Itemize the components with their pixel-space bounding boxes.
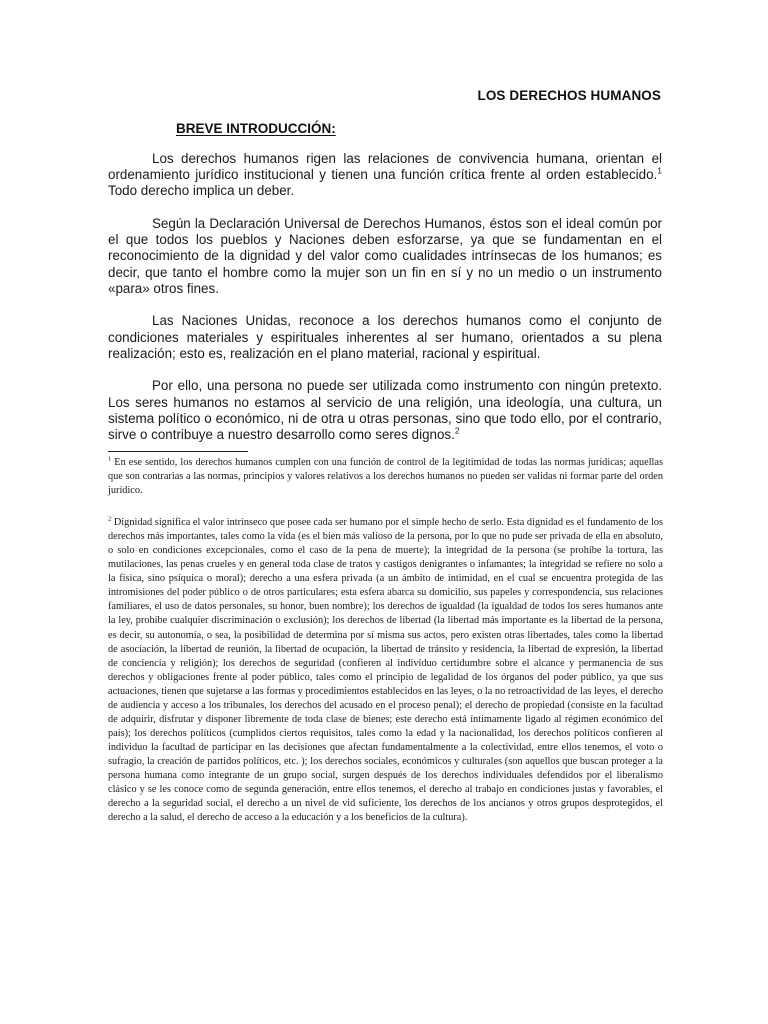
document-body: [108, 151, 662, 443]
footnote-number: 2: [108, 515, 112, 523]
body-paragraph: [108, 151, 662, 200]
footnote-separator: [108, 451, 248, 452]
footnotes: [108, 456, 663, 825]
paragraph-text: Los derechos humanos rigen las relaciones de convivencia humana, orientan el ordenamiento jurídico institucional y tienen una función crítica frente al orden establecido.: [108, 151, 662, 183]
footnote-number: 1: [108, 455, 112, 463]
paragraph-text: Por ello, una persona no puede ser utilizada como instrumento con ningún pretexto. Los seres humanos no estamos al servicio de una religión, una ideología, una cultura, un sistema político o económico, ni de otra u otras personas, sino que todo ello, por el contrario, sirve o contribuye a nuestro desarrollo como seres dignos.: [108, 378, 662, 443]
body-paragraph: [108, 216, 662, 297]
footnote: [108, 456, 663, 498]
paragraph-text: Según la Declaración Universal de Derechos Humanos, éstos son el ideal común por el que todos los pueblos y Naciones deben esforzarse, ya que se fundamentan en el reconocimiento de la dignidad y del valor como cualidades intrínsecas de los humanos; es decir, que tanto el hombre como la mujer son un fin en sí y no un medio o un instrumento «para» otros fines.: [108, 216, 662, 296]
body-paragraph: [108, 378, 662, 443]
paragraph-text: Todo derecho implica un deber.: [108, 183, 295, 199]
body-paragraph: [108, 313, 662, 362]
footnote-reference[interactable]: 2: [454, 425, 460, 436]
section-heading: BREVE INTRODUCCIÓN:: [176, 121, 336, 136]
footnote: [108, 516, 663, 825]
paragraph-text: Las Naciones Unidas, reconoce a los derechos humanos como el conjunto de condiciones materiales y espirituales inherentes al ser humano, orientados a su plena realización; esto es, realización en el plano material, racional y espiritual.: [108, 313, 662, 361]
footnote-text: En ese sentido, los derechos humanos cumplen con una función de control de la legitimidad de todas las normas jurídicas; aquellas que son contrarias a las normas, principios y valores relativos a los derechos humanos no pueden ser validas ni formar parte del orden jurídico.: [108, 457, 663, 497]
footnote-reference[interactable]: 1: [657, 165, 662, 176]
document-title: LOS DERECHOS HUMANOS: [477, 88, 661, 103]
footnote-text: Dignidad significa el valor intrínseco que posee cada ser humano por el simple hecho de serlo. Esta dignidad es el fundamento de los derechos más importantes, tales como la vida (es el bien más valioso de la persona, por lo que no pude ser privada de ella en absoluto, o solo en condiciones excepcionales, como el caso de la pena de muerte); la integridad de la persona (se prohíbe la tortura, las mutilaciones, las penas crueles y en general toda clase de tratos y castigos denigrantes o infamantes; la integridad se refiere no solo a la física, sino psíquica o moral); derecho a una esfera privada (a un ámbito de intimidad, en el cual se encuentra protegida de las intromisiones del poder público o de otros particulares; esta esfera abarca su domicilio, sus papeles y correspondencia, sus relaciones familiares, el uso de datos personales, su honor, buen nombre); los derechos de igualdad (la igualdad de todos los seres humanos ante la ley, prohíbe cualquier discriminación o exclusión); los derechos de libertad (la libertad más importante es la libertad de la persona, es decir, su autonomía, o sea, la posibilidad de determina por sí misma sus actos, pero existen otras libertades, tales como la libertad de asociación, la libertad de reunión, la libertad de ocupación, la libertad de tránsito y residencia, la libertad de expresión, la libertad de conciencia y religión); los derechos de seguridad (confieren al individuo certidumbre sobre el alcance y permanencia de sus derechos y obligaciones frente al poder público, tales como el principio de legalidad de los órganos del poder público, ya que sus actuaciones, tienen que sujetarse a las formas y procedimientos establecidos en las leyes, o la no retroactividad de las leyes, el derecho de audiencia y acceso a los tribunales, los derechos del acusado en el proceso penal); el derecho de propiedad (consiste en la facultad de adquirir, disfrutar y disponer libremente de toda clase de bienes; este derecho está íntimamente ligado al régimen económico del país); los derechos políticos (cumplidos ciertos requisitos, tales como la edad y la nacionalidad, los derechos políticos confieren al individuo la facultad de participar en las decisiones que afectan fundamentalmente a la colectividad, entre ellos tenemos, el voto o sufragio, la creación de partidos políticos, etc. ); los derechos sociales, económicos y culturales (son aquellos que buscan proteger a la persona humana como integrante de un grupo social, surgen después de los derechos individuales defendidos por el liberalismo clásico y se les conoce como de segunda generación, entre ellos tenemos, el derecho al trabajo en condiciones justas y favorables, el derecho a la seguridad social, el derecho a un nivel de vid suficiente, los derechos de los ancianos y otros grupos desprotegidos, el derecho a la salud, el derecho de acceso a la educación y a los beneficios de la cultura).: [108, 517, 663, 824]
